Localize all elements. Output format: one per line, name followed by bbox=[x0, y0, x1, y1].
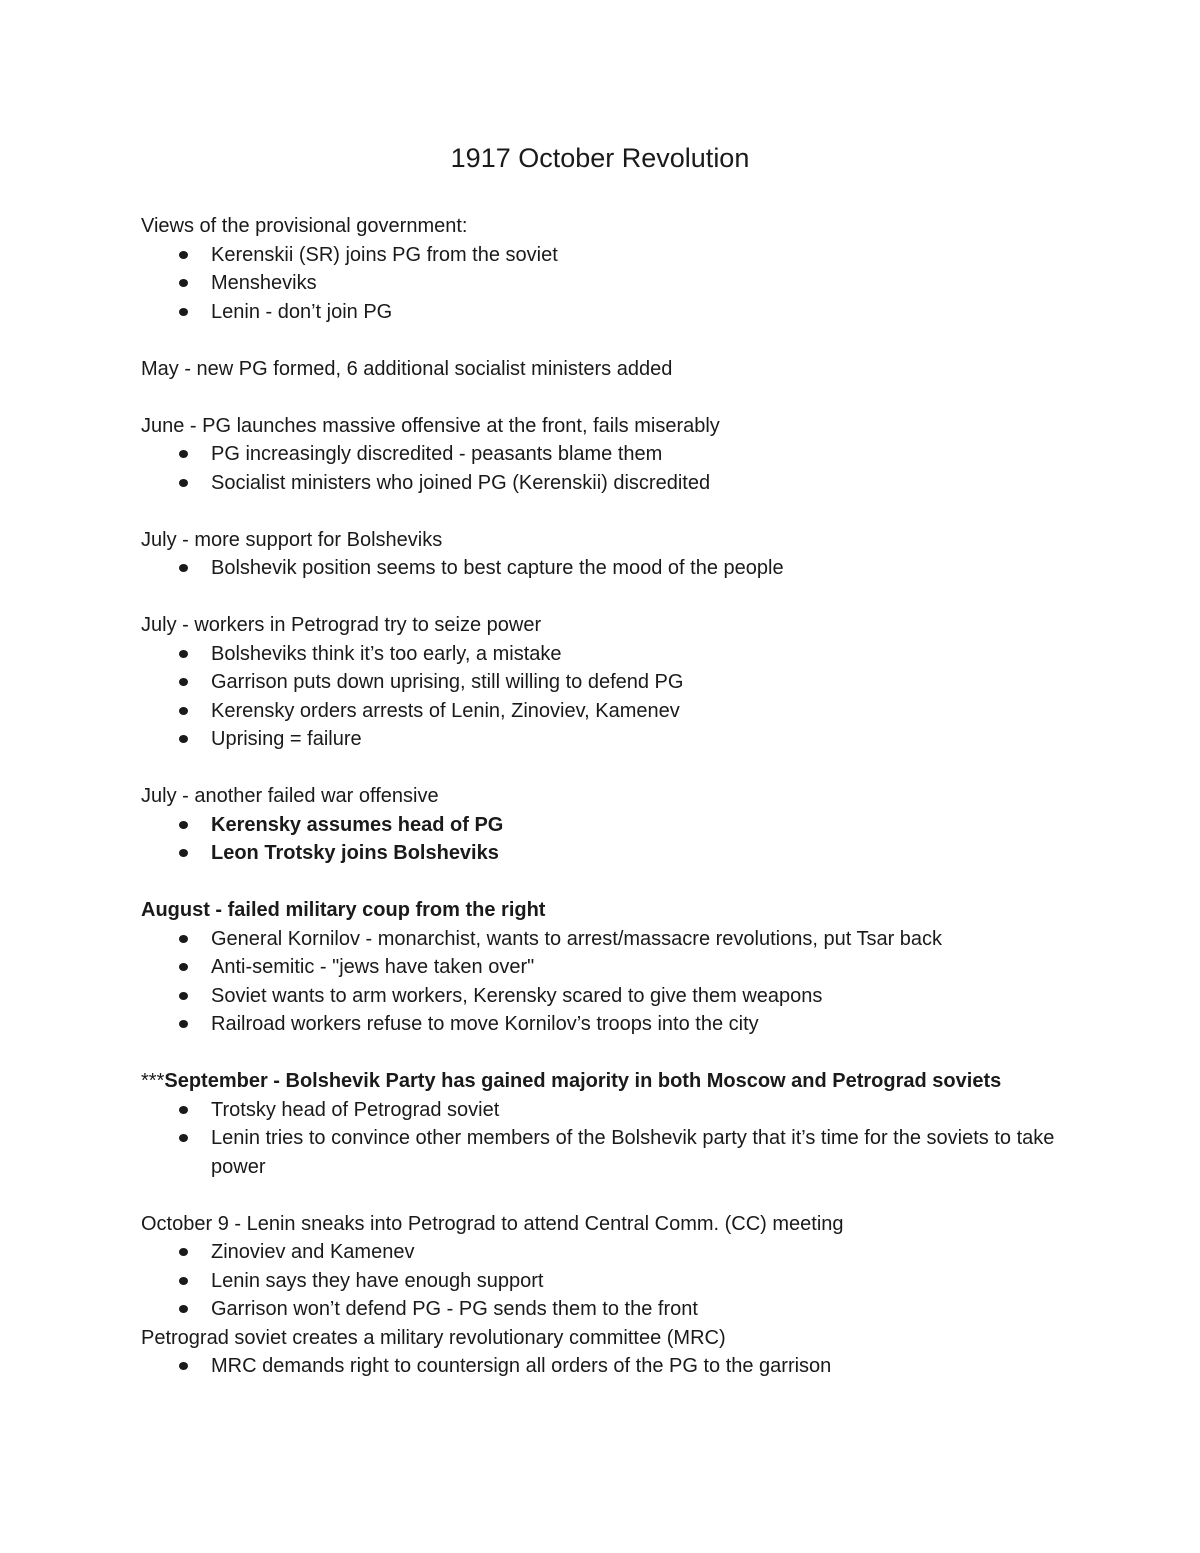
page-title: 1917 October Revolution bbox=[450, 143, 750, 173]
section-heading-views: Views of the provisional government: bbox=[141, 215, 468, 237]
bullet-icon bbox=[179, 707, 188, 715]
bullet-icon bbox=[179, 821, 188, 829]
bullet-icon bbox=[179, 564, 188, 572]
list-item: Kerensky assumes head of PG bbox=[141, 811, 1061, 840]
section-heading-september: ***September - Bolshevik Party has gained majority in both Moscow and Petrograd soviets bbox=[141, 1070, 1002, 1092]
spacer bbox=[141, 497, 1061, 526]
bullet-icon bbox=[179, 479, 188, 487]
list-item: General Kornilov - monarchist, wants to arrest/massacre revolutions, put Tsar back bbox=[141, 925, 1061, 954]
section-heading-july-offensive: July - another failed war offensive bbox=[141, 785, 439, 807]
list-item: Bolsheviks think it’s too early, a mistake bbox=[141, 640, 1061, 669]
list-item: Kerensky orders arrests of Lenin, Zinoviev, Kamenev bbox=[141, 697, 1061, 726]
list-item: Leon Trotsky joins Bolsheviks bbox=[141, 839, 1061, 868]
bullet-icon bbox=[179, 992, 188, 1000]
list-item: Mensheviks bbox=[141, 269, 1061, 298]
spacer bbox=[141, 868, 1061, 897]
section-heading-july-support: July - more support for Bolsheviks bbox=[141, 528, 443, 551]
emphasis-marker: *** bbox=[141, 1070, 165, 1092]
section-heading-may: May - new PG formed, 6 additional socialist ministers added bbox=[141, 357, 673, 380]
section-heading-mrc: Petrograd soviet creates a military revolutionary committee (MRC) bbox=[141, 1326, 726, 1349]
list-item: Railroad workers refuse to move Kornilov’s troops into the city bbox=[141, 1010, 1061, 1039]
bullet-list-views bbox=[141, 241, 1061, 327]
list-item: Uprising = failure bbox=[141, 725, 1061, 754]
section-heading-august: August - failed military coup from the right bbox=[141, 899, 546, 921]
bullet-icon bbox=[179, 1248, 188, 1256]
document-body bbox=[141, 212, 1061, 1381]
list-item: Lenin says they have enough support bbox=[141, 1267, 1061, 1296]
list-item: Garrison won’t defend PG - PG sends them to the front bbox=[141, 1295, 1061, 1324]
bullet-icon bbox=[179, 735, 188, 743]
spacer bbox=[141, 1039, 1061, 1068]
list-item: MRC demands right to countersign all orders of the PG to the garrison bbox=[141, 1352, 1061, 1381]
list-item: Kerenskii (SR) joins PG from the soviet bbox=[141, 241, 1061, 270]
bullet-list-mrc bbox=[141, 1352, 1061, 1381]
list-item: PG increasingly discredited - peasants blame them bbox=[141, 440, 1061, 469]
list-item: Bolshevik position seems to best capture the mood of the people bbox=[141, 554, 1061, 583]
bullet-list-october bbox=[141, 1238, 1061, 1324]
bullet-icon bbox=[179, 450, 188, 458]
bullet-icon bbox=[179, 1134, 188, 1142]
section-heading-july-workers: July - workers in Petrograd try to seize power bbox=[141, 614, 542, 636]
bullet-icon bbox=[179, 1305, 188, 1313]
bullet-list-july-offensive bbox=[141, 811, 1061, 868]
bullet-icon bbox=[179, 650, 188, 658]
bullet-list-july-workers bbox=[141, 640, 1061, 754]
bullet-icon bbox=[179, 1020, 188, 1028]
list-item: Trotsky head of Petrograd soviet bbox=[141, 1096, 1061, 1125]
bullet-icon bbox=[179, 1106, 188, 1114]
bullet-icon bbox=[179, 935, 188, 943]
bullet-icon bbox=[179, 678, 188, 686]
bullet-list-july-support bbox=[141, 554, 1061, 583]
list-item: Lenin - don’t join PG bbox=[141, 298, 1061, 327]
list-item: Anti-semitic - "jews have taken over" bbox=[141, 953, 1061, 982]
list-item: Socialist ministers who joined PG (Kerenskii) discredited bbox=[141, 469, 1061, 498]
bullet-icon bbox=[179, 1362, 188, 1370]
bullet-list-september bbox=[141, 1096, 1061, 1182]
list-item: Soviet wants to arm workers, Kerensky scared to give them weapons bbox=[141, 982, 1061, 1011]
spacer bbox=[141, 383, 1061, 412]
bullet-list-august bbox=[141, 925, 1061, 1039]
bullet-icon bbox=[179, 279, 188, 287]
bullet-icon bbox=[179, 963, 188, 971]
bullet-icon bbox=[179, 1277, 188, 1285]
bullet-icon bbox=[179, 849, 188, 857]
list-item: Zinoviev and Kamenev bbox=[141, 1238, 1061, 1267]
section-heading-june: June - PG launches massive offensive at the front, fails miserably bbox=[141, 414, 720, 437]
list-item: Lenin tries to convince other members of the Bolshevik party that it’s time for the soviets to take power bbox=[141, 1124, 1061, 1181]
spacer bbox=[141, 326, 1061, 355]
section-heading-october: October 9 - Lenin sneaks into Petrograd to attend Central Comm. (CC) meeting bbox=[141, 1212, 844, 1235]
spacer bbox=[141, 583, 1061, 612]
spacer bbox=[141, 1181, 1061, 1210]
bullet-list-june bbox=[141, 440, 1061, 497]
spacer bbox=[141, 754, 1061, 783]
bullet-icon bbox=[179, 308, 188, 316]
list-item: Garrison puts down uprising, still willing to defend PG bbox=[141, 668, 1061, 697]
bullet-icon bbox=[179, 251, 188, 259]
